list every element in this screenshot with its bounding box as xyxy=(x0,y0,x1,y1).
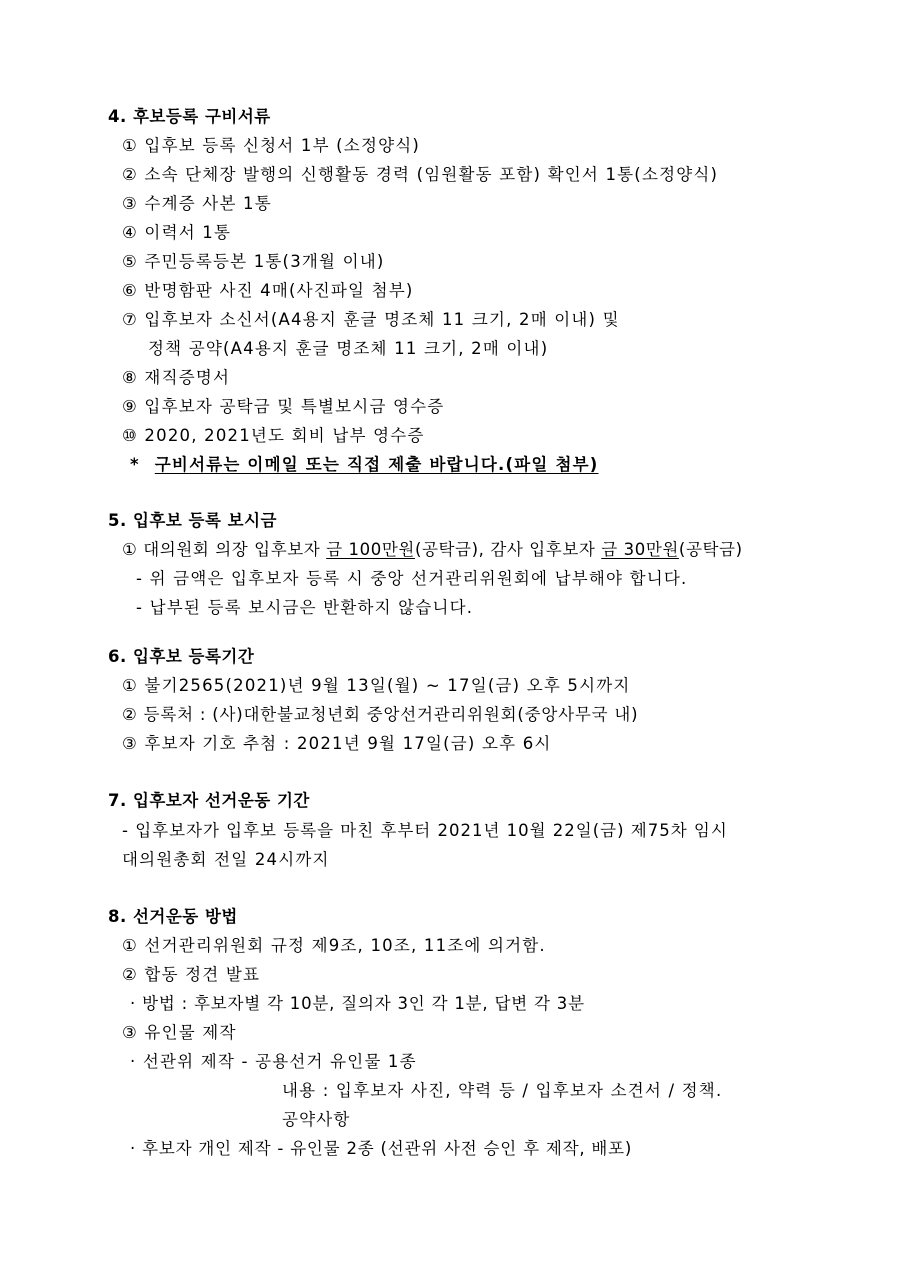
s7-line-2: 대의원총회 전일 24시까지 xyxy=(122,850,330,869)
s8-item-3-sub-1-detail-1: 내용 : 입후보자 사진, 약력 등 / 입후보자 소견서 / 정책. xyxy=(282,1081,723,1100)
s5-sub-2: - 납부된 등록 보시금은 반환하지 않습니다. xyxy=(136,598,474,617)
s4-item-2: ② 소속 단체장 발행의 신행활동 경력 (임원활동 포함) 확인서 1통(소정양식) xyxy=(122,165,719,184)
s5-sub-1: - 위 금액은 입후보자 등록 시 중앙 선거관리위원회에 납부해야 합니다. xyxy=(136,569,688,588)
s7-line-1: - 입후보자가 입후보 등록을 마친 후부터 2021년 10월 22일(금) 제75차 임시 xyxy=(122,821,728,840)
s5-item-1-prefix: ① 대의원회 의장 입후보자 xyxy=(122,540,327,559)
s6-item-1: ① 불기2565(2021)년 9월 13일(월) ~ 17일(금) 오후 5시까지 xyxy=(122,676,631,695)
s5-item-1-suffix: (공탁금) xyxy=(678,540,743,559)
s8-item-3-sub-2: · 후보자 개인 제작 - 유인물 2종 (선관위 사전 승인 후 제작, 배포) xyxy=(130,1139,633,1158)
s8-item-3-sub-1: · 선관위 제작 - 공용선거 유인물 1종 xyxy=(130,1052,417,1071)
s5-item-1 xyxy=(122,539,743,561)
note-asterisk: * xyxy=(130,455,140,474)
s8-item-2-sub: · 방법 : 후보자별 각 10분, 질의자 3인 각 1분, 답변 각 3분 xyxy=(130,994,585,1013)
s4-item-3: ③ 수계증 사본 1통 xyxy=(122,194,272,213)
s8-item-3: ③ 유인물 제작 xyxy=(122,1023,237,1042)
s4-item-4: ④ 이력서 1통 xyxy=(122,223,232,242)
section-6-heading: 6. 입후보 등록기간 xyxy=(108,647,255,666)
s8-item-3-sub-1-detail-2: 공약사항 xyxy=(282,1110,351,1129)
s4-item-7: ⑦ 입후보자 소신서(A4용지 훈글 명조체 11 크기, 2매 이내) 및 xyxy=(122,310,620,329)
section-8-heading: 8. 선거운동 방법 xyxy=(108,907,238,926)
s4-item-1: ① 입후보 등록 신청서 1부 (소정양식) xyxy=(122,136,420,155)
s4-note xyxy=(130,454,598,476)
s4-item-5: ⑤ 주민등록등본 1통(3개월 이내) xyxy=(122,252,385,271)
s8-item-1: ① 선거관리위원회 규정 제9조, 10조, 11조에 의거함. xyxy=(122,936,546,955)
s6-item-3: ③ 후보자 기호 추첨 : 2021년 9월 17일(금) 오후 6시 xyxy=(122,734,552,753)
s4-item-6: ⑥ 반명함판 사진 4매(사진파일 첨부) xyxy=(122,281,414,300)
section-4-heading: 4. 후보등록 구비서류 xyxy=(108,107,271,126)
section-7-heading: 7. 입후보자 선거운동 기간 xyxy=(108,791,310,810)
section-5-heading: 5. 입후보 등록 보시금 xyxy=(108,511,277,530)
s4-item-8: ⑧ 재직증명서 xyxy=(122,368,231,387)
s5-item-1-mid: (공탁금), 감사 입후보자 xyxy=(414,540,602,559)
note-text: 구비서류는 이메일 또는 직접 제출 바랍니다.(파일 첨부) xyxy=(154,455,599,474)
s6-item-2: ② 등록처 : (사)대한불교청년회 중앙선거관리위원회(중앙사무국 내) xyxy=(122,705,639,724)
s4-item-10: ⑩ 2020, 2021년도 회비 납부 영수증 xyxy=(122,426,425,445)
s5-amount-chair: 금 100만원 xyxy=(326,540,415,559)
s4-item-7-cont: 정책 공약(A4용지 훈글 명조체 11 크기, 2매 이내) xyxy=(148,339,549,358)
s5-amount-auditor: 금 30만원 xyxy=(601,540,679,559)
s8-item-2: ② 합동 정견 발표 xyxy=(122,965,261,984)
s4-item-9: ⑨ 입후보자 공탁금 및 특별보시금 영수증 xyxy=(122,397,445,416)
